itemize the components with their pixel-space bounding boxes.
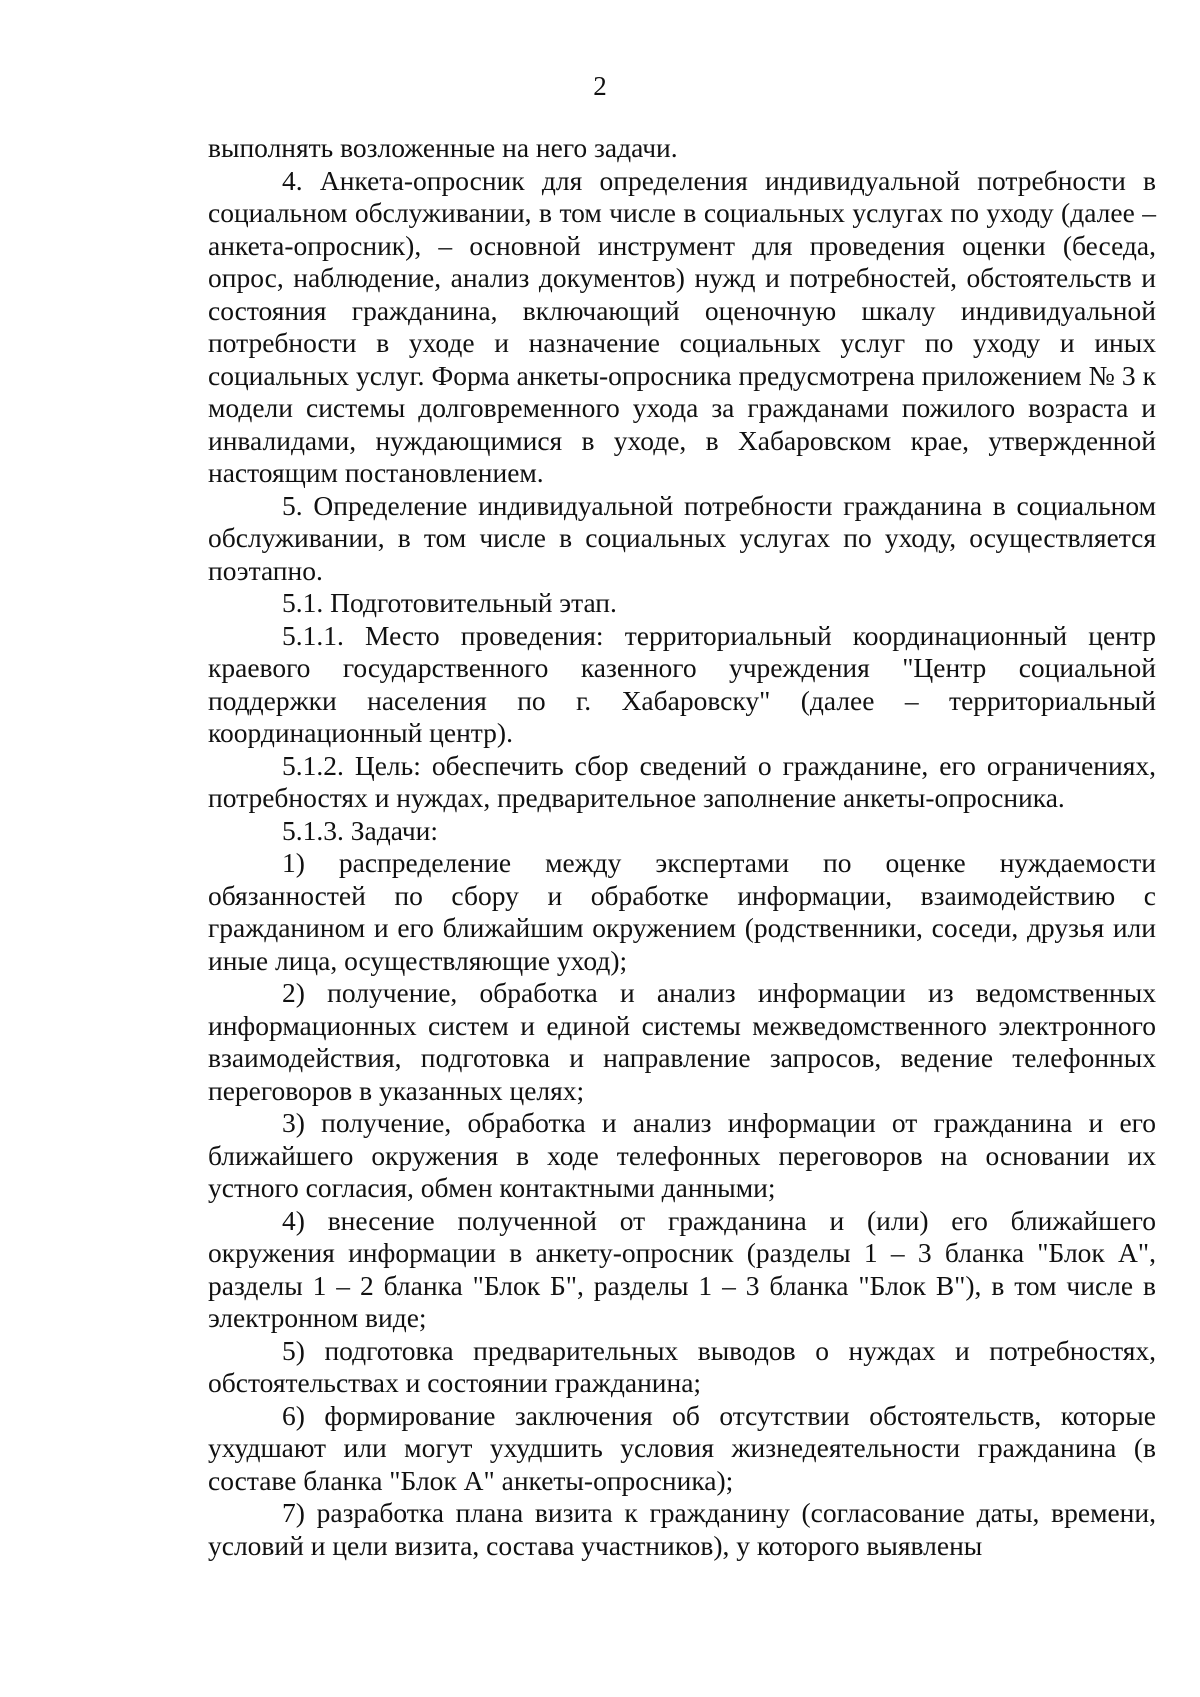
list-item-4: 4) внесение полученной от гражданина и (или) его ближайшего окружения информации в анкету-опросник (разделы 1 – 3 бланка "Блок А", разделы 1 – 2 бланка "Блок Б", разделы 1 – 3 бланка "Блок В"), в том числе в электронном виде; (208, 1204, 1156, 1333)
list-item-3: 3) получение, обработка и анализ информации от гражданина и его ближайшего окружения в ходе телефонных переговоров на основании их устного согласия, обмен контактными данными; (208, 1107, 1156, 1203)
list-item-6: 6) формирование заключения об отсутствии обстоятельств, которые ухудшают или могут ухудшить условия жизнедеятельности гражданина (в составе бланка "Блок А" анкеты-опросника); (208, 1399, 1156, 1496)
list-item-2: 2) получение, обработка и анализ информации из ведомственных информационных систем и единой системы межведомственного электронного взаимодействия, подготовка и направление запросов, ведение телефонных переговоров в указанных целях; (208, 977, 1156, 1106)
document-body (208, 132, 1156, 1562)
paragraph-item-5: 5. Определение индивидуальной потребности гражданина в социальном обслуживании, в том числе в социальных услугах по уходу, осуществляется поэтапно. (208, 489, 1156, 586)
list-item-5: 5) подготовка предварительных выводов о нуждах и потребностях, обстоятельствах и состоянии гражданина; (208, 1334, 1156, 1398)
paragraph-item-5-1-3: 5.1.3. Задачи: (282, 814, 439, 846)
paragraph-item-5-1-1: 5.1.1. Место проведения: территориальный координационный центр краевого государственного казенного учреждения "Центр социальной поддержки населения по г. Хабаровску" (далее – территориальный координационный центр). (208, 619, 1156, 748)
paragraph-item-5-1: 5.1. Подготовительный этап. (282, 587, 617, 618)
page-number: 2 (593, 71, 607, 101)
paragraph-item-4: 4. Анкета-опросник для определения индивидуальной потребности в социальном обслуживании, в том числе в социальных услугах по уходу (далее – анкета-опросник), – основной инструмент для проведения оценки (беседа, опрос, наблюдение, анализ документов) нужд и потребностей, обстоятельств и состояния гражданина, включающий оценочную шкалу индивидуальной потребности в уходе и назначение социальных услуг по уходу и иных социальных услуг. Форма анкеты-опросника предусмотрена приложением № 3 к модели системы долговременного ухода за гражданами пожилого возраста и инвалидами, нуждающимися в уходе, в Хабаровском крае, утвержденной настоящим постановлением. (208, 164, 1156, 488)
list-item-1: 1) распределение между экспертами по оценке нуждаемости обязанностей по сбору и обработке информации, взаимодействию с гражданином и его ближайшим окружением (родственники, соседи, друзья или иные лица, осуществляющие уход); (208, 847, 1156, 976)
paragraph-item-5-1-2: 5.1.2. Цель: обеспечить сбор сведений о гражданине, его ограничениях, потребностях и нуждах, предварительное заполнение анкеты-опросника. (208, 749, 1156, 813)
paragraph-continuation: выполнять возложенные на него задачи. (208, 132, 678, 163)
list-item-7: 7) разработка плана визита к гражданину (согласование даты, времени, условий и цели визита, состава участников), у которого выявлены (208, 1497, 1156, 1561)
